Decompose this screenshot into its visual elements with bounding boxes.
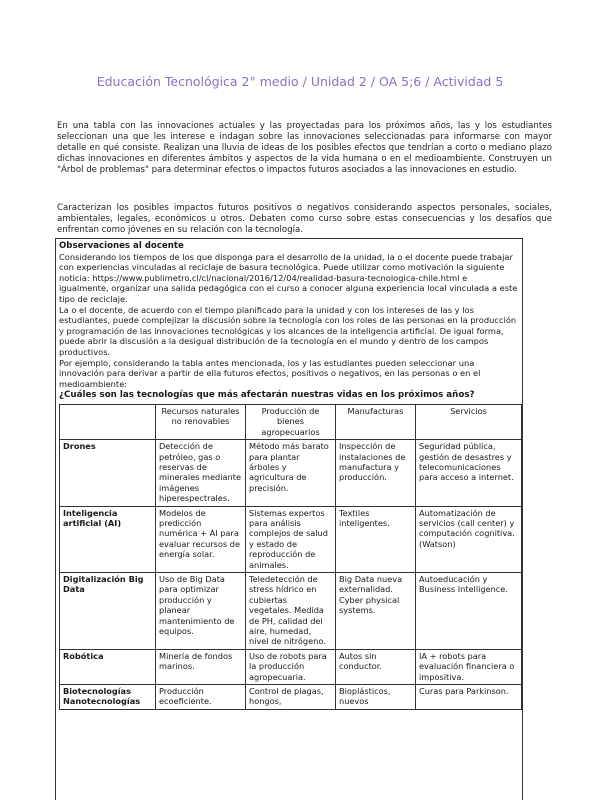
table-cell: Bioplásticos, nuevos: [336, 685, 416, 710]
observaciones-paragraph-3: Por ejemplo, considerando la tabla antes mencionada, los y las estudiantes pueden seleccionar una innovación para derivar a partir de ella futuros efectos, positivos o negativos, en las personas o en el medioambiente:: [59, 357, 481, 389]
table-cell: Seguridad pública, gestión de desastres y telecomunicaciones para acceso a internet.: [416, 440, 522, 506]
page-title: Educación Tecnológica 2° medio / Unidad 2 / OA 5;6 / Actividad 5: [96, 74, 504, 89]
table-cell: Control de plagas, hongos,: [246, 685, 336, 710]
table-cell: Autos sin conductor.: [336, 649, 416, 684]
table-cell: Uso de robots para la producción agropecuaria.: [246, 649, 336, 684]
table-row-label: Robótica: [60, 649, 156, 684]
table-cell: Automatización de servicios (call center) y computación cognitiva. (Watson): [416, 506, 522, 572]
table-cell: Sistemas expertos para análisis complejos de salud y estado de reproducción de animales.: [246, 506, 336, 572]
table-cell: Minería de fondos marinos.: [156, 649, 246, 684]
observaciones-question: ¿Cuáles son las tecnologías que más afectarán nuestras vidas en los próximos años?: [59, 390, 475, 401]
table-cell: Método más barato para plantar árboles y agricultura de precisión.: [246, 440, 336, 506]
table-cell: IA + robots para evaluación financiera o impositiva.: [416, 649, 522, 684]
observaciones-paragraph-2: La o el docente, de acuerdo con el tiempo planificado para la unidad y con los intereses de las y los estudiantes, puede complejizar la discusión sobre la tecnología con los roles de las personas en la producción y programación de las innovaciones tecnológicas y los alcances de la inteligencia artificial. De igual forma, puede abrir la discusión a la desigual distribución de la tecnología en el mundo y dentro de los campos productivos.: [59, 304, 517, 357]
observaciones-box: [55, 238, 523, 800]
observaciones-heading: Observaciones al docente: [59, 241, 184, 251]
table-row: [60, 649, 522, 684]
intro-paragraph-1: En una tabla con las innovaciones actuales y las proyectadas para los próximos años, las y los estudiantes seleccionan una que les interese e indagan sobre las innovaciones seleccionadas para informarse con mayor detalle en qué consiste. Realizan una lluvia de ideas de los posibles efectos que tendrían a corto o mediano plazo dichas innovaciones en diferentes ámbitos y aspectos de la vida humana o en el medioambiente. Construyen un "Árbol de problemas" para determinar efectos o impactos futuros asociados a las innovaciones en estudio.: [57, 120, 552, 176]
table-cell: Big Data nueva externalidad. Cyber physical systems.: [336, 573, 416, 650]
intro-paragraph-2: Caracterizan los posibles impactos futuros positivos o negativos considerando aspectos personales, sociales, ambientales, legales, económicos u otros. Debaten como curso sobre estas consecuencias y los desafíos que enfrentan como jóvenes en su relación con la tecnología.: [57, 202, 552, 235]
table-cell: Uso de Big Data para optimizar producción y planear mantenimiento de equipos.: [156, 573, 246, 650]
table-header-cell: Manufacturas: [336, 404, 416, 439]
table-row-label: Drones: [60, 440, 156, 506]
table-row: [60, 573, 522, 650]
table-cell: Curas para Parkinson.: [416, 685, 522, 710]
table-header-cell: Producción de bienes agropecuarios: [246, 404, 336, 439]
table-cell: Teledetección de stress hídrico en cubiertas vegetales. Medida de PH, calidad del aire, humedad, nivel de nitrógeno.: [246, 573, 336, 650]
table-cell: Modelos de predicción numérica + AI para evaluar recursos de energía solar.: [156, 506, 246, 572]
table-row-label: Inteligencia artificial (AI): [60, 506, 156, 572]
table-cell: Producción ecoeficiente.: [156, 685, 246, 710]
table-header-cell: Servicios: [416, 404, 522, 439]
table-cell: Detección de petróleo, gas o reservas de minerales mediante imágenes hiperespectrales.: [156, 440, 246, 506]
table-cell: Autoeducación y Business Intelligence.: [416, 573, 522, 650]
table-row-label: Biotecnologías Nanotecnologías: [60, 685, 156, 710]
table-header-row: [60, 404, 522, 439]
table-row: [60, 440, 522, 506]
table-row-label: Digitalización Big Data: [60, 573, 156, 650]
table-row: [60, 506, 522, 572]
observaciones-paragraph-1: Considerando los tiempos de los que disponga para el desarrollo de la unidad, la o el docente puede trabajar con experiencias vinculadas al reciclaje de basura tecnológica. Puede utilizar como motivación la siguiente noticia: https://www.publimetro.cl/cl/nacional/2016/12/04/realidad-basura-tecnologica-chile.html e igualmente, organizar una salida pedagógica con el curso a conocer alguna experiencia local vinculada a este tipo de reciclaje.: [59, 251, 518, 304]
table-row: [60, 685, 522, 710]
technologies-table: [59, 404, 522, 710]
table-cell: Textiles inteligentes.: [336, 506, 416, 572]
table-cell: Inspección de instalaciones de manufactura y producción.: [336, 440, 416, 506]
table-header-cell: [60, 404, 156, 439]
table-header-cell: Recursos naturales no renovables: [156, 404, 246, 439]
